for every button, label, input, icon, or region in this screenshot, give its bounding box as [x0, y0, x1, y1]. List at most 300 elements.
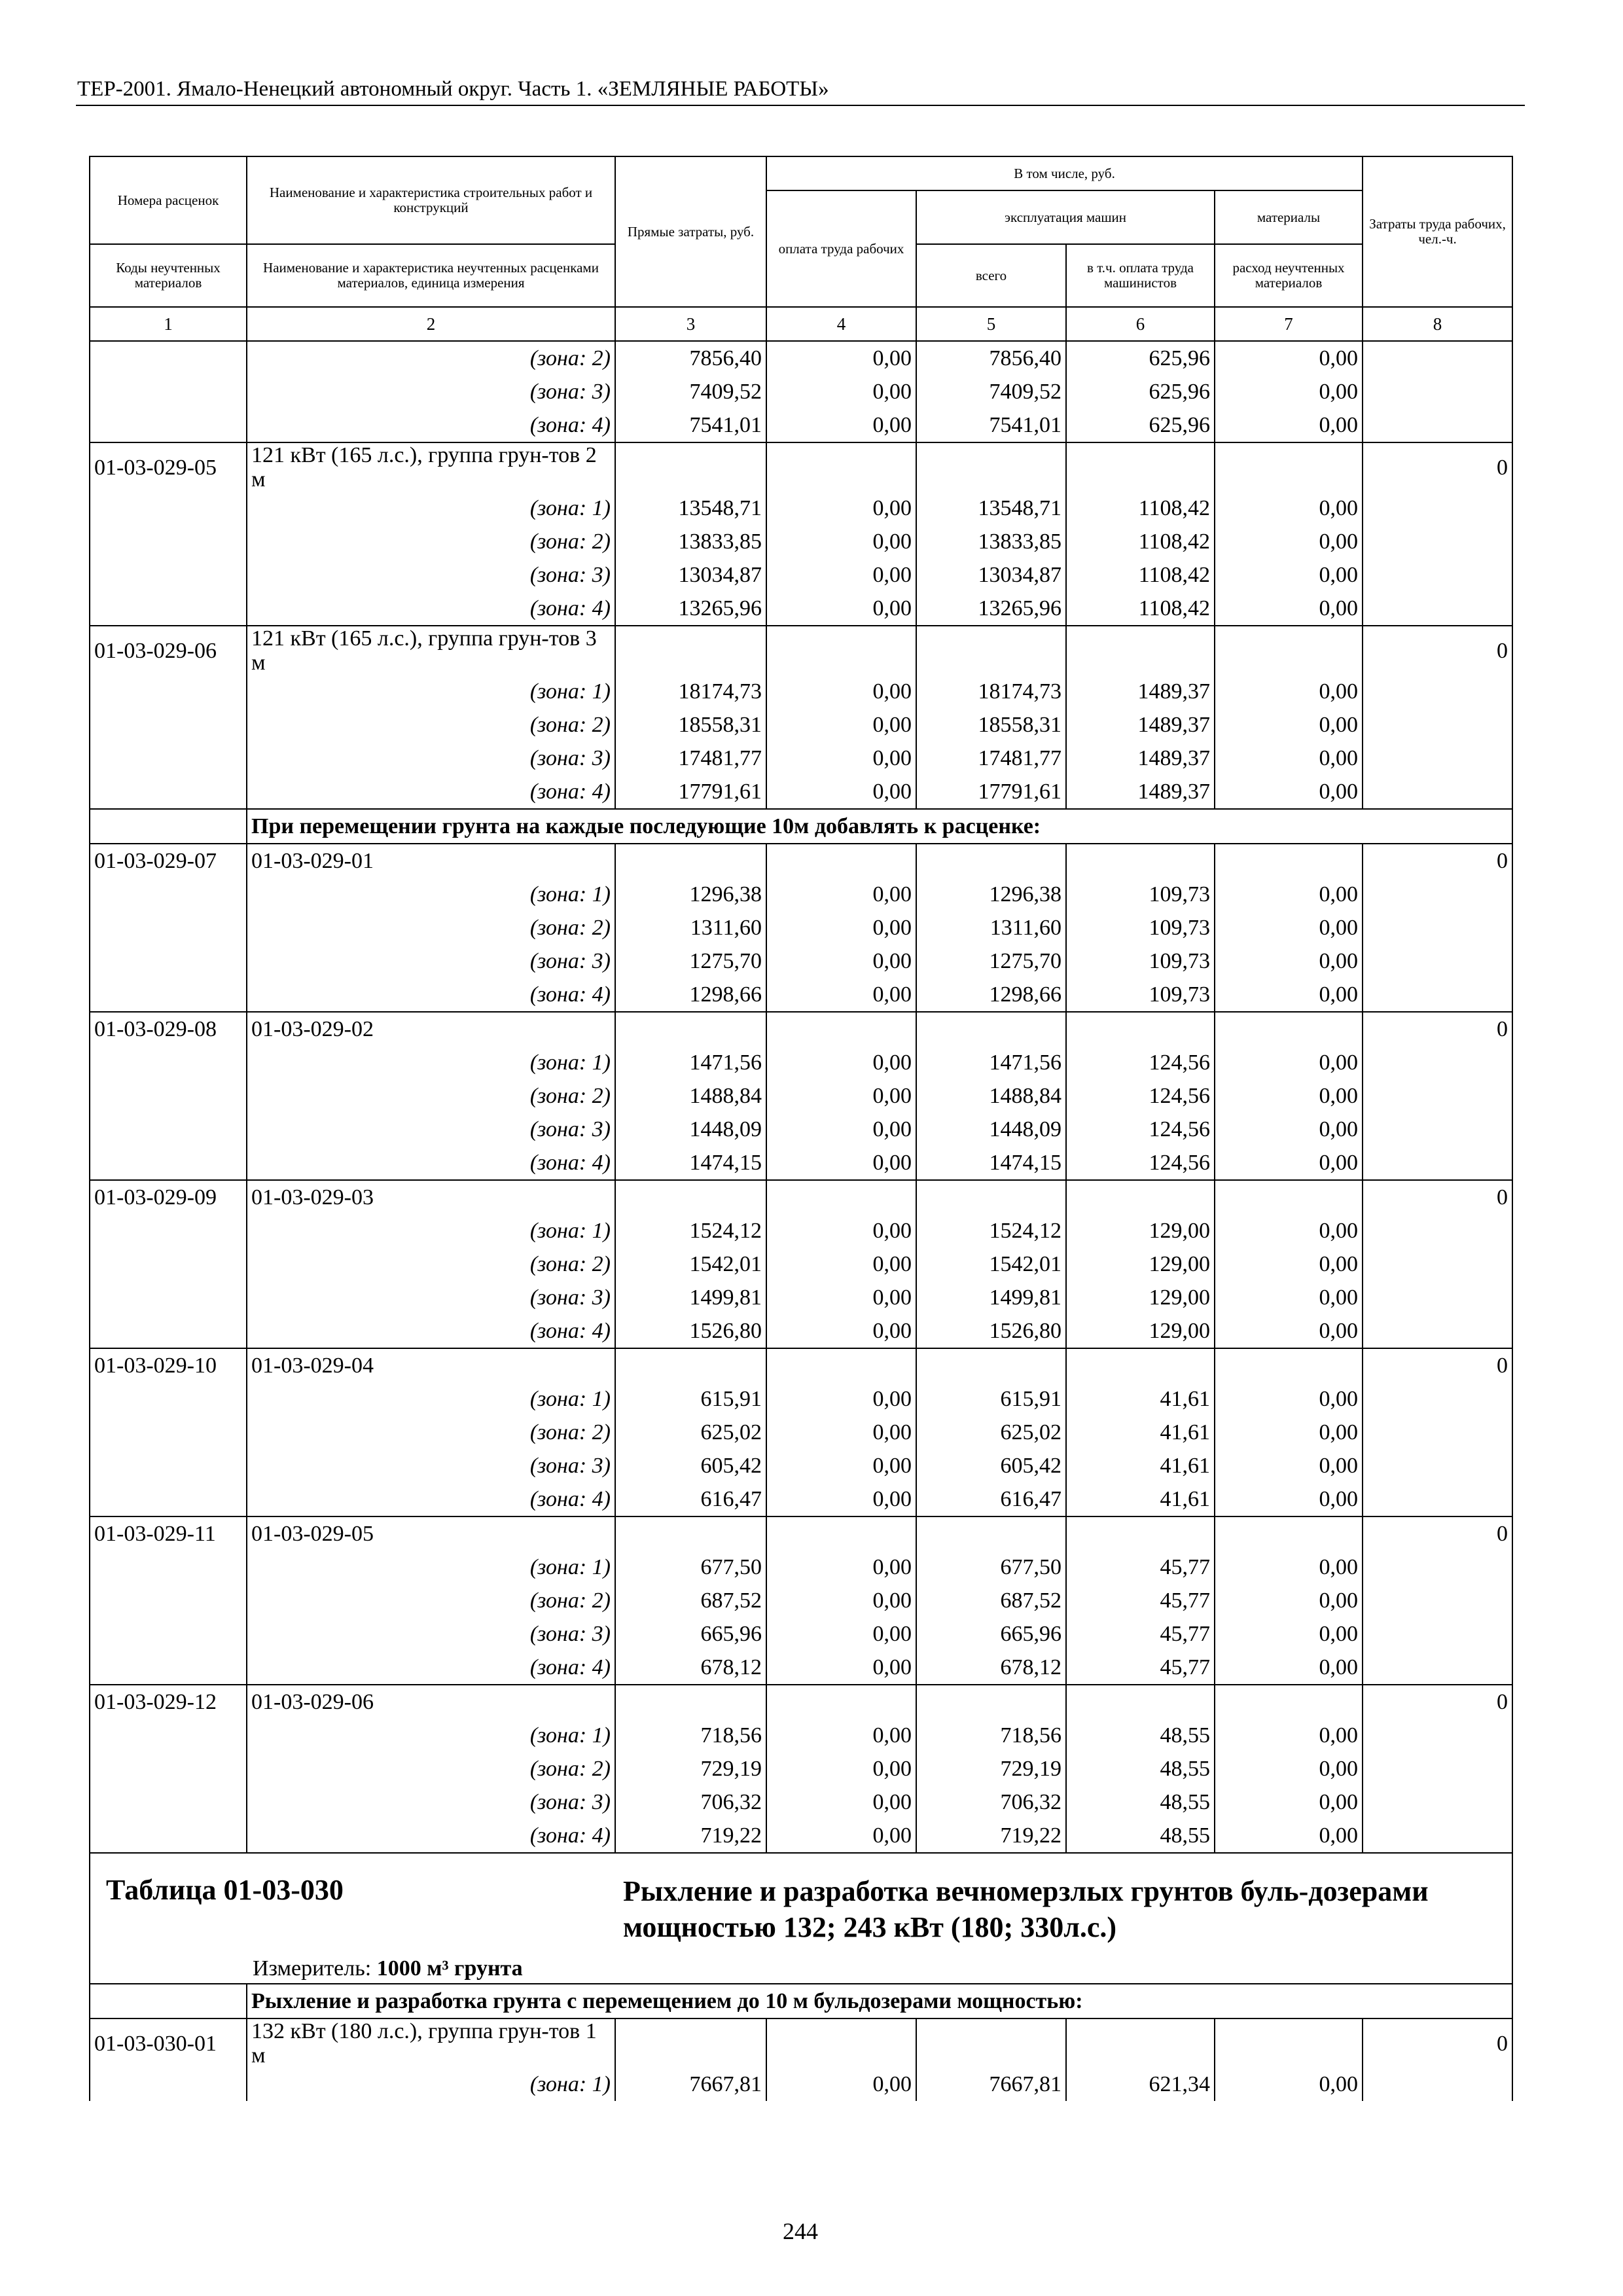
- zone-row: [90, 978, 1512, 1012]
- zone-row: [90, 1079, 1512, 1113]
- machine-total: 1298,66: [916, 978, 1066, 1012]
- zone-label: (зона: 2): [247, 911, 615, 944]
- work-description: 121 кВт (165 л.с.), группа грун-тов 3 м: [247, 626, 615, 675]
- worker-pay: 0,00: [766, 944, 916, 978]
- labor-cost-cell: [1363, 408, 1512, 442]
- machinist-pay: 124,56: [1066, 1113, 1215, 1146]
- machine-total: 13034,87: [916, 558, 1066, 592]
- zone-label: (зона: 4): [247, 978, 615, 1012]
- machinist-pay: 1489,37: [1066, 708, 1215, 742]
- zone-label: (зона: 2): [247, 1584, 615, 1617]
- empty-cell: [766, 2018, 916, 2068]
- empty-cell: [1066, 442, 1215, 492]
- empty-cell: [615, 1012, 766, 1046]
- worker-pay: 0,00: [766, 878, 916, 911]
- zone-label: (зона: 1): [247, 2068, 615, 2101]
- empty-cell: [615, 442, 766, 492]
- empty-cell: [1066, 1348, 1215, 1382]
- measurement-value: 1000 м³ грунта: [376, 1956, 523, 1981]
- machinist-pay: 1108,42: [1066, 492, 1215, 525]
- empty-cell: [916, 2018, 1066, 2068]
- worker-pay: 0,00: [766, 1113, 916, 1146]
- materials-cost: 0,00: [1215, 1584, 1363, 1617]
- zone-row: [90, 2068, 1512, 2101]
- colnum: 6: [1066, 307, 1215, 341]
- zone-label: (зона: 3): [247, 1617, 615, 1651]
- direct-cost: 17481,77: [615, 742, 766, 775]
- direct-cost: 719,22: [615, 1819, 766, 1853]
- empty-cell: [916, 1348, 1066, 1382]
- machine-total: 665,96: [916, 1617, 1066, 1651]
- rate-code-cell: [90, 1482, 247, 1516]
- machinist-pay: 45,77: [1066, 1651, 1215, 1685]
- empty-cell: [1215, 1516, 1363, 1551]
- table-title-row: [90, 1853, 1512, 1984]
- direct-cost: 665,96: [615, 1617, 766, 1651]
- direct-cost: 18558,31: [615, 708, 766, 742]
- zone-label: (зона: 2): [247, 708, 615, 742]
- materials-cost: 0,00: [1215, 1752, 1363, 1785]
- empty-cell: [766, 1685, 916, 1719]
- zone-label: (зона: 3): [247, 1785, 615, 1819]
- machine-total: 1499,81: [916, 1281, 1066, 1314]
- machine-total: 687,52: [916, 1584, 1066, 1617]
- rate-item-row: [90, 844, 1512, 878]
- materials-cost: 0,00: [1215, 1146, 1363, 1180]
- direct-cost: 1542,01: [615, 1247, 766, 1281]
- header-machines: эксплуатация машин: [916, 190, 1215, 244]
- zone-row: [90, 1617, 1512, 1651]
- labor-cost-cell: [1363, 1617, 1512, 1651]
- machinist-pay: 124,56: [1066, 1079, 1215, 1113]
- materials-cost: 0,00: [1215, 525, 1363, 558]
- rate-code-cell: [90, 742, 247, 775]
- labor-cost-cell: [1363, 592, 1512, 626]
- direct-cost: 718,56: [615, 1719, 766, 1752]
- machinist-pay: 48,55: [1066, 1752, 1215, 1785]
- materials-cost: 0,00: [1215, 1719, 1363, 1752]
- header-including: В том числе, руб.: [766, 156, 1363, 190]
- direct-cost: 1499,81: [615, 1281, 766, 1314]
- direct-cost: 605,42: [615, 1449, 766, 1482]
- labor-cost-cell: [1363, 1819, 1512, 1853]
- zone-label: (зона: 4): [247, 1651, 615, 1685]
- measurement-unit: [253, 1952, 523, 1984]
- direct-cost: 1448,09: [615, 1113, 766, 1146]
- materials-cost: 0,00: [1215, 708, 1363, 742]
- labor-cost-cell: [1363, 558, 1512, 592]
- direct-cost: 13548,71: [615, 492, 766, 525]
- direct-cost: 1488,84: [615, 1079, 766, 1113]
- machinist-pay: 109,73: [1066, 878, 1215, 911]
- worker-pay: 0,00: [766, 492, 916, 525]
- materials-cost: 0,00: [1215, 1113, 1363, 1146]
- rate-code-cell: [90, 1785, 247, 1819]
- materials-cost: 0,00: [1215, 1449, 1363, 1482]
- machine-total: 13265,96: [916, 592, 1066, 626]
- rate-code: 01-03-029-09: [90, 1180, 247, 1214]
- worker-pay: 0,00: [766, 1214, 916, 1247]
- empty-cell: [766, 1012, 916, 1046]
- rate-code-cell: [90, 978, 247, 1012]
- materials-cost: 0,00: [1215, 1416, 1363, 1449]
- direct-cost: 1296,38: [615, 878, 766, 911]
- machinist-pay: 625,96: [1066, 375, 1215, 408]
- zone-label: (зона: 2): [247, 1752, 615, 1785]
- machinist-pay: 48,55: [1066, 1785, 1215, 1819]
- zone-row: [90, 408, 1512, 442]
- labor-cost-cell: [1363, 1416, 1512, 1449]
- zone-row: [90, 742, 1512, 775]
- header-col1-bottom: Коды неучтенных материалов: [90, 244, 247, 307]
- worker-pay: 0,00: [766, 408, 916, 442]
- labor-cost-cell: [1363, 1785, 1512, 1819]
- worker-pay: 0,00: [766, 1079, 916, 1113]
- zone-label: (зона: 4): [247, 408, 615, 442]
- rate-code-cell: [90, 1214, 247, 1247]
- labor-cost-cell: [1363, 1146, 1512, 1180]
- labor-cost-cell: [1363, 978, 1512, 1012]
- materials-cost: 0,00: [1215, 944, 1363, 978]
- machine-total: 678,12: [916, 1651, 1066, 1685]
- labor-cost-cell: [1363, 1584, 1512, 1617]
- machinist-pay: 124,56: [1066, 1146, 1215, 1180]
- zone-label: (зона: 1): [247, 675, 615, 708]
- worker-pay: 0,00: [766, 775, 916, 809]
- materials-cost: 0,00: [1215, 492, 1363, 525]
- zone-row: [90, 1382, 1512, 1416]
- colnum: 2: [247, 307, 615, 341]
- header-materials: материалы: [1215, 190, 1363, 244]
- rate-code: 01-03-029-07: [90, 844, 247, 878]
- rate-code: 01-03-029-08: [90, 1012, 247, 1046]
- rate-code-cell: [90, 911, 247, 944]
- materials-cost: 0,00: [1215, 1482, 1363, 1516]
- rate-code-cell: [90, 1651, 247, 1685]
- machine-total: 13833,85: [916, 525, 1066, 558]
- materials-cost: 0,00: [1215, 1785, 1363, 1819]
- empty-cell: [766, 1180, 916, 1214]
- materials-cost: 0,00: [1215, 911, 1363, 944]
- direct-cost: 18174,73: [615, 675, 766, 708]
- zone-row: [90, 375, 1512, 408]
- materials-cost: 0,00: [1215, 742, 1363, 775]
- colnum: 3: [615, 307, 766, 341]
- direct-cost: 1471,56: [615, 1046, 766, 1079]
- zone-label: (зона: 4): [247, 592, 615, 626]
- worker-pay: 0,00: [766, 1281, 916, 1314]
- empty-cell: [916, 1012, 1066, 1046]
- materials-cost: 0,00: [1215, 1382, 1363, 1416]
- zone-label: (зона: 2): [247, 1079, 615, 1113]
- worker-pay: 0,00: [766, 1617, 916, 1651]
- header-col4: оплата труда рабочих: [766, 190, 916, 307]
- work-description: 01-03-029-02: [247, 1012, 615, 1046]
- empty-cell: [1215, 442, 1363, 492]
- machinist-pay: 124,56: [1066, 1046, 1215, 1079]
- column-numbers: [90, 307, 1512, 341]
- zone-row: [90, 775, 1512, 809]
- labor-cost-cell: [1363, 742, 1512, 775]
- work-description: 01-03-029-05: [247, 1516, 615, 1551]
- table-title-cell: [90, 1853, 1512, 1984]
- zone-row: [90, 1651, 1512, 1685]
- machine-total: 615,91: [916, 1382, 1066, 1416]
- labor-cost: 0: [1363, 442, 1512, 492]
- labor-cost-cell: [1363, 1719, 1512, 1752]
- machine-total: 7541,01: [916, 408, 1066, 442]
- zone-label: (зона: 2): [247, 1247, 615, 1281]
- header-col1-top: Номера расценок: [90, 156, 247, 244]
- machinist-pay: 45,77: [1066, 1551, 1215, 1584]
- zone-label: (зона: 3): [247, 742, 615, 775]
- zone-row: [90, 1314, 1512, 1348]
- labor-cost-cell: [1363, 1651, 1512, 1685]
- rate-code-cell: [90, 1584, 247, 1617]
- machinist-pay: 129,00: [1066, 1247, 1215, 1281]
- labor-cost-cell: [1363, 1214, 1512, 1247]
- direct-cost: 729,19: [615, 1752, 766, 1785]
- rate-code-cell: [90, 1382, 247, 1416]
- direct-cost: 1474,15: [615, 1146, 766, 1180]
- machine-total: 677,50: [916, 1551, 1066, 1584]
- rate-item-row: [90, 1012, 1512, 1046]
- direct-cost: 13034,87: [615, 558, 766, 592]
- direct-cost: 7856,40: [615, 341, 766, 375]
- empty-cell: [916, 844, 1066, 878]
- direct-cost: 1526,80: [615, 1314, 766, 1348]
- zone-row: [90, 675, 1512, 708]
- rate-code-cell: [90, 375, 247, 408]
- worker-pay: 0,00: [766, 1247, 916, 1281]
- labor-cost: 0: [1363, 1685, 1512, 1719]
- worker-pay: 0,00: [766, 1651, 916, 1685]
- machinist-pay: 625,96: [1066, 408, 1215, 442]
- zone-row: [90, 1281, 1512, 1314]
- worker-pay: 0,00: [766, 1416, 916, 1449]
- materials-cost: 0,00: [1215, 558, 1363, 592]
- worker-pay: 0,00: [766, 978, 916, 1012]
- machinist-pay: 621,34: [1066, 2068, 1215, 2101]
- machine-total: 18174,73: [916, 675, 1066, 708]
- empty-cell: [615, 1685, 766, 1719]
- empty-cell: [90, 1984, 247, 2018]
- zone-label: (зона: 1): [247, 1382, 615, 1416]
- empty-cell: [1066, 1012, 1215, 1046]
- empty-cell: [615, 2018, 766, 2068]
- work-description: 01-03-029-04: [247, 1348, 615, 1382]
- rate-item-row: [90, 442, 1512, 492]
- zone-label: (зона: 3): [247, 944, 615, 978]
- rate-code-cell: [90, 1046, 247, 1079]
- zone-label: (зона: 4): [247, 775, 615, 809]
- rate-code-cell: [90, 492, 247, 525]
- rate-code-cell: [90, 675, 247, 708]
- labor-cost-cell: [1363, 675, 1512, 708]
- machine-total: 1471,56: [916, 1046, 1066, 1079]
- rate-code-cell: [90, 1247, 247, 1281]
- zone-row: [90, 492, 1512, 525]
- machinist-pay: 41,61: [1066, 1416, 1215, 1449]
- machine-total: 1474,15: [916, 1146, 1066, 1180]
- machinist-pay: 45,77: [1066, 1617, 1215, 1651]
- rate-code: 01-03-029-11: [90, 1516, 247, 1551]
- machinist-pay: 1489,37: [1066, 775, 1215, 809]
- labor-cost: 0: [1363, 1348, 1512, 1382]
- rate-item-row: [90, 1516, 1512, 1551]
- machine-total: 718,56: [916, 1719, 1066, 1752]
- direct-cost: 7667,81: [615, 2068, 766, 2101]
- direct-cost: 7541,01: [615, 408, 766, 442]
- machine-total: 17481,77: [916, 742, 1066, 775]
- labor-cost: 0: [1363, 1516, 1512, 1551]
- machine-total: 729,19: [916, 1752, 1066, 1785]
- materials-cost: 0,00: [1215, 978, 1363, 1012]
- machine-total: 1542,01: [916, 1247, 1066, 1281]
- rate-code-cell: [90, 1079, 247, 1113]
- machinist-pay: 1108,42: [1066, 592, 1215, 626]
- rate-code-cell: [90, 1719, 247, 1752]
- direct-cost: 1311,60: [615, 911, 766, 944]
- machine-total: 17791,61: [916, 775, 1066, 809]
- labor-cost: 0: [1363, 844, 1512, 878]
- rate-code-cell: [90, 1551, 247, 1584]
- empty-cell: [615, 1348, 766, 1382]
- materials-cost: 0,00: [1215, 592, 1363, 626]
- labor-cost-cell: [1363, 708, 1512, 742]
- zone-label: (зона: 4): [247, 1482, 615, 1516]
- worker-pay: 0,00: [766, 2068, 916, 2101]
- page-number: 244: [783, 2218, 818, 2244]
- zone-row: [90, 911, 1512, 944]
- zone-row: [90, 341, 1512, 375]
- machinist-pay: 1108,42: [1066, 558, 1215, 592]
- materials-cost: 0,00: [1215, 1314, 1363, 1348]
- direct-cost: 616,47: [615, 1482, 766, 1516]
- rate-code-cell: [90, 878, 247, 911]
- machine-total: 1526,80: [916, 1314, 1066, 1348]
- labor-cost: 0: [1363, 1012, 1512, 1046]
- materials-cost: 0,00: [1215, 1617, 1363, 1651]
- worker-pay: 0,00: [766, 1482, 916, 1516]
- rate-code-cell: [90, 1449, 247, 1482]
- worker-pay: 0,00: [766, 911, 916, 944]
- rate-code-cell: [90, 2068, 247, 2101]
- measurement-label: Измеритель:: [253, 1956, 372, 1981]
- worker-pay: 0,00: [766, 1785, 916, 1819]
- empty-cell: [766, 626, 916, 675]
- machine-total: 7667,81: [916, 2068, 1066, 2101]
- rate-item-row: [90, 2018, 1512, 2068]
- rate-code-cell: [90, 708, 247, 742]
- labor-cost-cell: [1363, 878, 1512, 911]
- rate-code-cell: [90, 775, 247, 809]
- zone-row: [90, 1449, 1512, 1482]
- zone-label: (зона: 1): [247, 1214, 615, 1247]
- machinist-pay: 41,61: [1066, 1482, 1215, 1516]
- direct-cost: 17791,61: [615, 775, 766, 809]
- machine-total: 7856,40: [916, 341, 1066, 375]
- zone-label: (зона: 3): [247, 558, 615, 592]
- header-col5: всего: [916, 244, 1066, 307]
- header-col2-top: Наименование и характеристика строительных работ и конструкций: [247, 156, 615, 244]
- empty-cell: [615, 844, 766, 878]
- machine-total: 1296,38: [916, 878, 1066, 911]
- machine-total: 625,02: [916, 1416, 1066, 1449]
- labor-cost-cell: [1363, 775, 1512, 809]
- rate-code: 01-03-029-06: [90, 626, 247, 675]
- machine-total: 1311,60: [916, 911, 1066, 944]
- materials-cost: 0,00: [1215, 341, 1363, 375]
- zone-label: (зона: 3): [247, 1113, 615, 1146]
- labor-cost-cell: [1363, 492, 1512, 525]
- rate-code-cell: [90, 1617, 247, 1651]
- zone-row: [90, 1752, 1512, 1785]
- labor-cost-cell: [1363, 1382, 1512, 1416]
- machinist-pay: 41,61: [1066, 1382, 1215, 1416]
- empty-cell: [1215, 1012, 1363, 1046]
- rate-code-cell: [90, 558, 247, 592]
- section-row: [90, 1984, 1512, 2018]
- header-col2-bottom: Наименование и характеристика неучтенных расценками материалов, единица измерения: [247, 244, 615, 307]
- zone-label: (зона: 1): [247, 1046, 615, 1079]
- labor-cost-cell: [1363, 1281, 1512, 1314]
- zone-label: (зона: 1): [247, 878, 615, 911]
- direct-cost: 625,02: [615, 1416, 766, 1449]
- machine-total: 1524,12: [916, 1214, 1066, 1247]
- zone-label: (зона: 4): [247, 1146, 615, 1180]
- table-title: Рыхление и разработка вечномерзлых грунтов буль-дозерами мощностью 132; 243 кВт (180; 330л.с.): [623, 1875, 1429, 1943]
- rate-item-row: [90, 1180, 1512, 1214]
- materials-cost: 0,00: [1215, 1079, 1363, 1113]
- empty-cell: [1066, 1516, 1215, 1551]
- rate-item-row: [90, 626, 1512, 675]
- machinist-pay: 109,73: [1066, 978, 1215, 1012]
- zone-row: [90, 1719, 1512, 1752]
- rate-code-cell: [90, 1416, 247, 1449]
- rate-code-cell: [90, 944, 247, 978]
- empty-cell: [615, 626, 766, 675]
- empty-cell: [916, 1516, 1066, 1551]
- labor-cost-cell: [1363, 1551, 1512, 1584]
- header-rule: [76, 105, 1525, 106]
- worker-pay: 0,00: [766, 708, 916, 742]
- materials-cost: 0,00: [1215, 1214, 1363, 1247]
- work-description: 01-03-029-01: [247, 844, 615, 878]
- zone-row: [90, 1416, 1512, 1449]
- materials-cost: 0,00: [1215, 408, 1363, 442]
- colnum: 1: [90, 307, 247, 341]
- zone-label: (зона: 3): [247, 375, 615, 408]
- zone-row: [90, 1214, 1512, 1247]
- rate-item-row: [90, 1685, 1512, 1719]
- rate-code-cell: [90, 1113, 247, 1146]
- machine-total: 1448,09: [916, 1113, 1066, 1146]
- zone-label: (зона: 1): [247, 1719, 615, 1752]
- materials-cost: 0,00: [1215, 675, 1363, 708]
- work-description: 132 кВт (180 л.с.), группа грун-тов 1 м: [247, 2018, 615, 2068]
- machinist-pay: 1489,37: [1066, 742, 1215, 775]
- rate-code: 01-03-029-05: [90, 442, 247, 492]
- rate-code-cell: [90, 1146, 247, 1180]
- machinist-pay: 129,00: [1066, 1281, 1215, 1314]
- zone-label: (зона: 1): [247, 1551, 615, 1584]
- rate-item-row: [90, 1348, 1512, 1382]
- machine-total: 1488,84: [916, 1079, 1066, 1113]
- direct-cost: 706,32: [615, 1785, 766, 1819]
- machinist-pay: 625,96: [1066, 341, 1215, 375]
- empty-cell: [90, 809, 247, 844]
